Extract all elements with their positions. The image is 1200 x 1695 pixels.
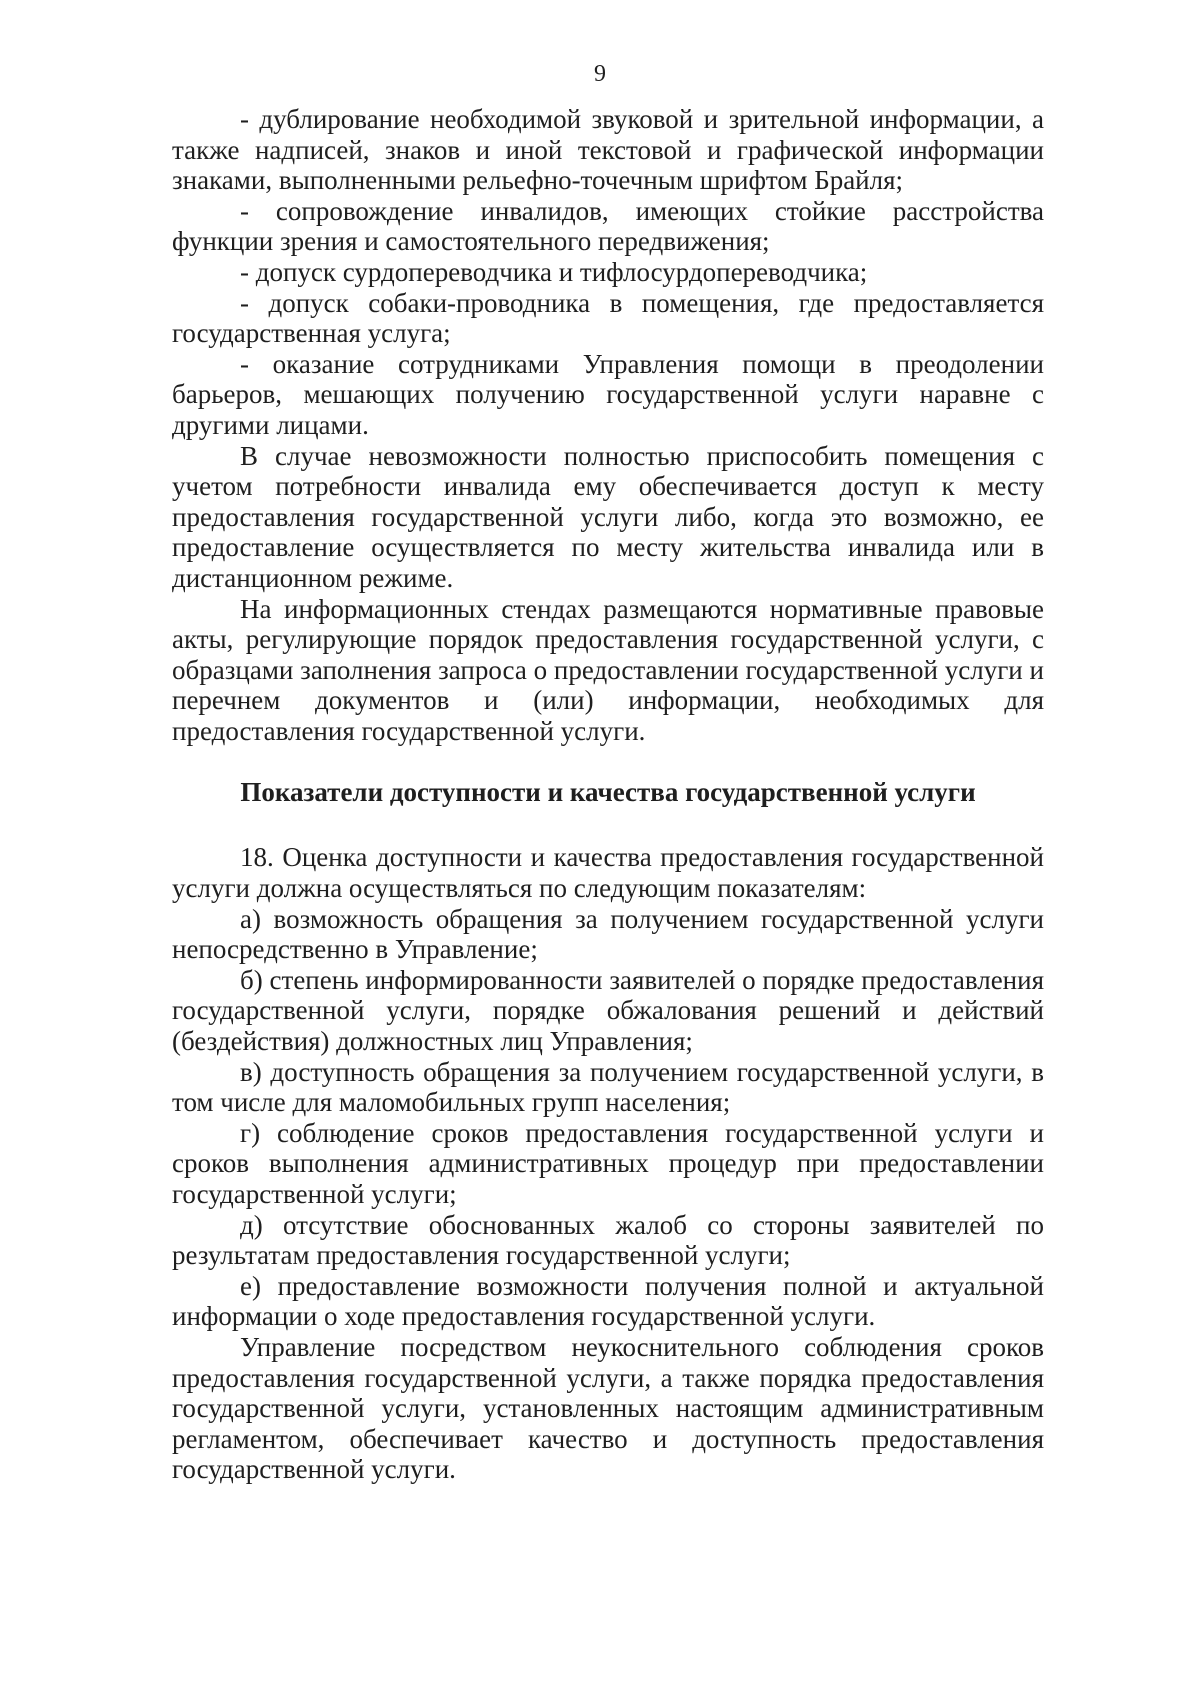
paragraph-remote-access: В случае невозможности полностью приспособить помещения с учетом потребности инвалида ему обеспечивается доступ к месту предоставления государственной услуги либо, когда это возможно, ее предоставление осуществляется по месту жительства инвалида или в дистанционном режиме. bbox=[172, 440, 1044, 593]
list-item-d: д) отсутствие обоснованных жалоб со стороны заявителей по результатам предоставления государственной услуги; bbox=[172, 1209, 1044, 1271]
paragraph-information-stands: На информационных стендах размещаются нормативные правовые акты, регулирующие порядок предоставления государственной услуги, с образцами заполнения запроса о предоставлении государственной услуги и перечнем документов и (или) информации, необходимых для предоставления государственной услуги. bbox=[172, 593, 1044, 746]
list-item-b: б) степень информированности заявителей о порядке предоставления государственной услуги, порядке обжалования решений и действий (бездействия) должностных лиц Управления; bbox=[172, 964, 1044, 1057]
paragraph-item-18: 18. Оценка доступности и качества предоставления государственной услуги должна осуществляться по следующим показателям: bbox=[172, 842, 1044, 904]
paragraph-guide-dog: - допуск собаки-проводника в помещения, где предоставляется государственная услуга; bbox=[172, 287, 1044, 349]
document-body bbox=[172, 104, 1044, 1485]
paragraph-quality-assurance: Управление посредством неукоснительного соблюдения сроков предоставления государственной услуги, а также порядка предоставления государственной услуги, установленных настоящим административным регламентом, обеспечивает качество и доступность предоставления государственной услуги. bbox=[172, 1331, 1044, 1485]
page-number: 9 bbox=[594, 61, 606, 87]
list-item-g: г) соблюдение сроков предоставления государственной услуги и сроков выполнения административных процедур при предоставлении государственной услуги; bbox=[172, 1117, 1044, 1209]
paragraph-staff-assistance: - оказание сотрудниками Управления помощи в преодолении барьеров, мешающих получению государственной услуги наравне с другими лицами. bbox=[172, 348, 1044, 440]
paragraph-escort-disabled: - сопровождение инвалидов, имеющих стойкие расстройства функции зрения и самостоятельного передвижения; bbox=[172, 195, 1044, 257]
list-item-v: в) доступность обращения за получением государственной услуги, в том числе для маломобильных групп населения; bbox=[172, 1056, 1044, 1118]
paragraph-braille-duplication: - дублирование необходимой звуковой и зрительной информации, а также надписей, знаков и иной текстовой и графической информации знаками, выполненными рельефно-точечным шрифтом Брайля; bbox=[172, 104, 1044, 196]
paragraph-sign-interpreter: - допуск сурдопереводчика и тифлосурдопереводчика; bbox=[240, 256, 868, 287]
list-item-a: а) возможность обращения за получением государственной услуги непосредственно в Управление; bbox=[172, 903, 1044, 965]
list-item-e: е) предоставление возможности получения полной и актуальной информации о ходе предоставления государственной услуги. bbox=[172, 1270, 1044, 1332]
section-heading: Показатели доступности и качества государственной услуги bbox=[240, 777, 976, 808]
